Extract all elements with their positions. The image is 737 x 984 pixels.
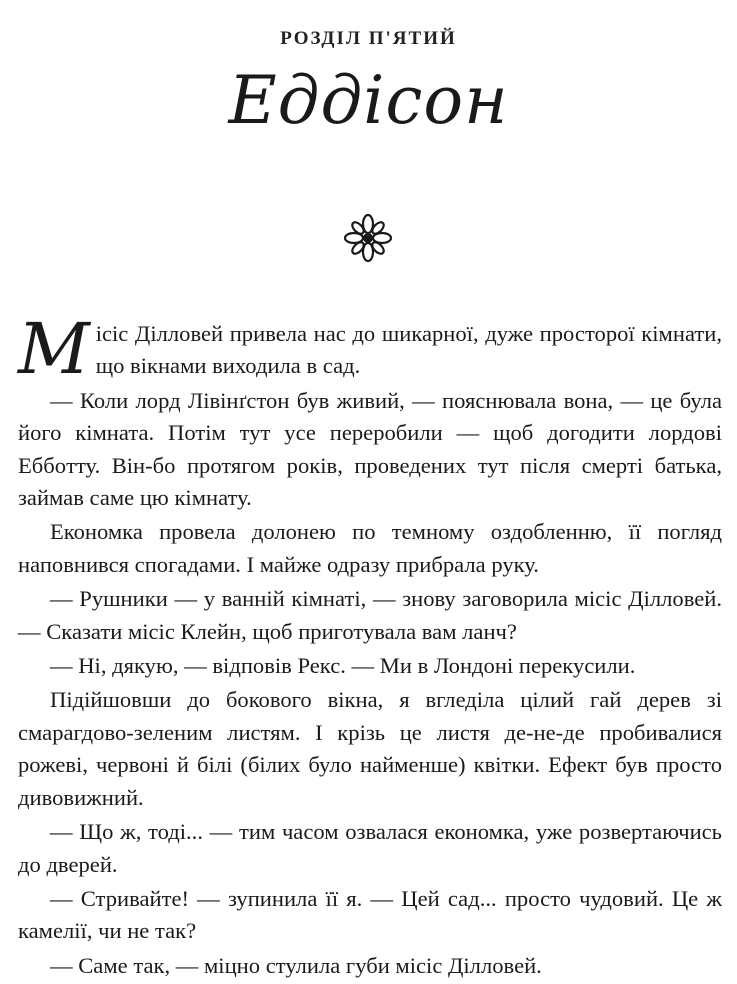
paragraph: — Ні, дякую, — відповів Рекс. — Ми в Лондоні перекусили. [50, 653, 636, 679]
paragraph: — Стривайте! — зупинила її я. — Цей сад... просто чудовий. Це ж камелії, чи не так? [18, 885, 722, 944]
paragraph: — Саме так, — міцно стулила губи місіс Дiлловей. [50, 952, 542, 978]
dropcap: М [18, 308, 90, 390]
paragraph: — Що ж, тоді... — тим часом озвалася економка, уже розвертаючись до дверей. [18, 819, 722, 877]
floral-ornament-icon [340, 210, 396, 266]
paragraph: Підійшовши до бокового вікна, я вгледіла цілий гай дерев зі смарагдово-зеленим листям. І крізь це листя де-не-де пробивалися рожеві, червоні й білі (білих було найменше) квітки. Ефект був просто дивовижний. [18, 687, 722, 810]
paragraph: Місіс Дiлловей привела нас до шикарної, дуже просторої кімнати, що вікнами виходила в сад. [18, 308, 722, 390]
paragraph: Економка провела долонею по темному оздобленню, її погляд наповнився спогадами. І майже одразу прибрала руку. [18, 519, 722, 577]
body-text [18, 308, 722, 984]
paragraph: — Рушники — у ванній кімнаті, — знову заговорила місіс Дiлловей. — Сказати місіс Клейн, щоб приготувала вам ланч? [18, 586, 722, 644]
chapter-label: РОЗДІЛ П'ЯТИЙ [280, 28, 457, 49]
chapter-title: Еддісон [228, 62, 509, 139]
paragraph: — Коли лорд Лівінґстон був живий, — пояснювала вона, — це була його кімната. Потім тут усе переробили — щоб догодити лордові Еббoтту. Він-бо протягом років, проведених тут після смерті батька, займав саме цю кімнату. [18, 387, 722, 511]
